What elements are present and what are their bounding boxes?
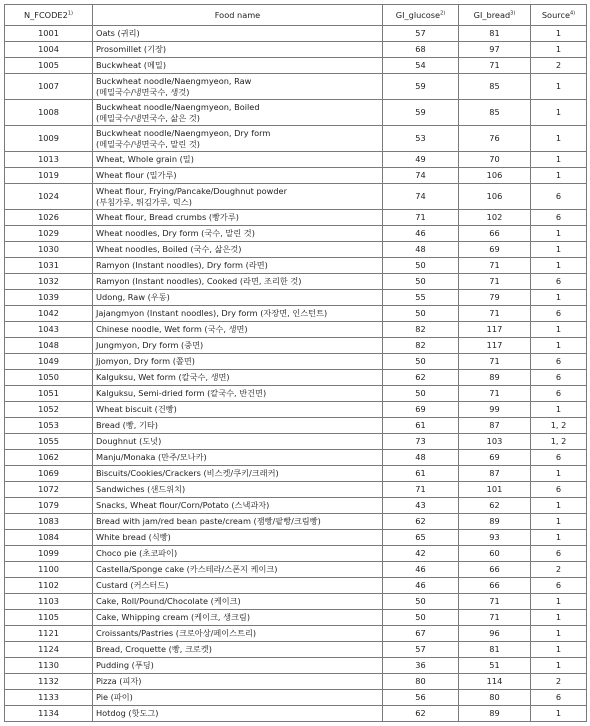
cell-source: 1	[531, 322, 587, 338]
cell-gi-bread: 71	[459, 274, 531, 290]
cell-food-name: Udong, Raw (우동)	[93, 290, 383, 306]
cell-gi-bread: 96	[459, 626, 531, 642]
table-row	[5, 58, 587, 74]
cell-gi-bread: 71	[459, 258, 531, 274]
table-row	[5, 514, 587, 530]
table-row	[5, 626, 587, 642]
cell-gi-bread: 66	[459, 578, 531, 594]
cell-source: 6	[531, 210, 587, 226]
cell-food-name: Buckwheat noodle/Naengmyeon, Boiled (메밀국수/냉면국수, 삶은 것)	[93, 100, 383, 126]
cell-gi-glucose: 50	[383, 274, 459, 290]
cell-code: 1026	[5, 210, 93, 226]
header-food-name: Food name	[93, 5, 383, 26]
cell-food-name: Wheat noodles, Boiled (국수, 삶은것)	[93, 242, 383, 258]
cell-gi-bread: 117	[459, 322, 531, 338]
cell-gi-bread: 102	[459, 210, 531, 226]
cell-source: 6	[531, 184, 587, 210]
cell-code: 1019	[5, 168, 93, 184]
cell-code: 1124	[5, 642, 93, 658]
header-row	[5, 5, 587, 26]
cell-food-name: Castella/Sponge cake (카스테라/스폰지 케이크)	[93, 562, 383, 578]
cell-gi-glucose: 56	[383, 690, 459, 706]
cell-gi-glucose: 61	[383, 466, 459, 482]
cell-food-name: Ramyon (Instant noodles), Cooked (라면, 조리한 것)	[93, 274, 383, 290]
cell-gi-glucose: 71	[383, 210, 459, 226]
cell-code: 1072	[5, 482, 93, 498]
cell-code: 1099	[5, 546, 93, 562]
table-row	[5, 274, 587, 290]
table-row	[5, 168, 587, 184]
cell-gi-bread: 85	[459, 100, 531, 126]
table-row	[5, 562, 587, 578]
cell-source: 1, 2	[531, 418, 587, 434]
cell-gi-bread: 76	[459, 126, 531, 152]
cell-code: 1024	[5, 184, 93, 210]
cell-gi-glucose: 50	[383, 386, 459, 402]
table-row	[5, 26, 587, 42]
cell-code: 1055	[5, 434, 93, 450]
cell-source: 1	[531, 514, 587, 530]
gi-table	[4, 4, 587, 722]
cell-gi-bread: 99	[459, 402, 531, 418]
cell-gi-glucose: 62	[383, 706, 459, 722]
cell-code: 1031	[5, 258, 93, 274]
cell-source: 6	[531, 578, 587, 594]
cell-gi-bread: 66	[459, 562, 531, 578]
table-row	[5, 690, 587, 706]
cell-source: 1	[531, 126, 587, 152]
cell-gi-bread: 81	[459, 642, 531, 658]
cell-food-name: Chinese noodle, Wet form (국수, 생면)	[93, 322, 383, 338]
cell-code: 1029	[5, 226, 93, 242]
cell-code: 1048	[5, 338, 93, 354]
table-row	[5, 450, 587, 466]
cell-source: 1, 2	[531, 434, 587, 450]
table-row	[5, 100, 587, 126]
table-row	[5, 674, 587, 690]
cell-source: 1	[531, 626, 587, 642]
cell-food-name: Bread, Croquette (빵, 크로켓)	[93, 642, 383, 658]
cell-source: 6	[531, 370, 587, 386]
cell-source: 6	[531, 450, 587, 466]
cell-gi-bread: 62	[459, 498, 531, 514]
cell-food-name: Ramyon (Instant noodles), Dry form (라면)	[93, 258, 383, 274]
cell-code: 1133	[5, 690, 93, 706]
cell-code: 1105	[5, 610, 93, 626]
cell-gi-glucose: 50	[383, 354, 459, 370]
table-row	[5, 402, 587, 418]
cell-code: 1005	[5, 58, 93, 74]
table-row	[5, 642, 587, 658]
cell-code: 1079	[5, 498, 93, 514]
cell-code: 1042	[5, 306, 93, 322]
cell-source: 1	[531, 100, 587, 126]
cell-code: 1050	[5, 370, 93, 386]
cell-food-name: Bread (빵, 기타)	[93, 418, 383, 434]
cell-food-name: White bread (식빵)	[93, 530, 383, 546]
cell-gi-bread: 97	[459, 42, 531, 58]
cell-gi-glucose: 53	[383, 126, 459, 152]
cell-source: 6	[531, 482, 587, 498]
header-gi-glucose: GI_glucose$^{2)}$	[383, 5, 459, 26]
cell-gi-glucose: 67	[383, 626, 459, 642]
cell-gi-bread: 71	[459, 354, 531, 370]
cell-code: 1049	[5, 354, 93, 370]
cell-code: 1007	[5, 74, 93, 100]
cell-gi-bread: 89	[459, 514, 531, 530]
cell-gi-glucose: 59	[383, 74, 459, 100]
cell-gi-glucose: 65	[383, 530, 459, 546]
cell-gi-bread: 80	[459, 690, 531, 706]
cell-gi-glucose: 57	[383, 642, 459, 658]
cell-gi-glucose: 59	[383, 100, 459, 126]
table-row	[5, 386, 587, 402]
table-row	[5, 126, 587, 152]
table-row	[5, 530, 587, 546]
cell-source: 1	[531, 42, 587, 58]
cell-food-name: Croissants/Pastries (크로아상/페이스트리)	[93, 626, 383, 642]
cell-gi-bread: 69	[459, 450, 531, 466]
table-row	[5, 658, 587, 674]
cell-gi-bread: 60	[459, 546, 531, 562]
cell-source: 1	[531, 466, 587, 482]
cell-gi-glucose: 71	[383, 482, 459, 498]
table-row	[5, 184, 587, 210]
cell-gi-bread: 71	[459, 58, 531, 74]
cell-gi-bread: 103	[459, 434, 531, 450]
table-row	[5, 306, 587, 322]
table-row	[5, 338, 587, 354]
table-row	[5, 226, 587, 242]
cell-gi-glucose: 82	[383, 322, 459, 338]
table-row	[5, 482, 587, 498]
cell-code: 1069	[5, 466, 93, 482]
cell-food-name: Prosomillet (기장)	[93, 42, 383, 58]
cell-food-name: Hotdog (핫도그)	[93, 706, 383, 722]
cell-source: 1	[531, 258, 587, 274]
cell-gi-bread: 71	[459, 386, 531, 402]
cell-gi-bread: 106	[459, 168, 531, 184]
table-row	[5, 210, 587, 226]
cell-code: 1008	[5, 100, 93, 126]
cell-food-name: Wheat flour, Bread crumbs (빵가루)	[93, 210, 383, 226]
cell-gi-glucose: 48	[383, 242, 459, 258]
table-row	[5, 258, 587, 274]
cell-food-name: Jjomyon, Dry form (쫄면)	[93, 354, 383, 370]
cell-gi-glucose: 69	[383, 402, 459, 418]
table-row	[5, 594, 587, 610]
cell-gi-bread: 71	[459, 306, 531, 322]
cell-source: 6	[531, 690, 587, 706]
cell-food-name: Doughnut (도넛)	[93, 434, 383, 450]
cell-gi-glucose: 54	[383, 58, 459, 74]
cell-gi-glucose: 46	[383, 578, 459, 594]
cell-gi-glucose: 50	[383, 258, 459, 274]
cell-gi-bread: 71	[459, 610, 531, 626]
cell-code: 1084	[5, 530, 93, 546]
table-row	[5, 74, 587, 100]
table-row	[5, 706, 587, 722]
cell-source: 1	[531, 402, 587, 418]
cell-code: 1001	[5, 26, 93, 42]
cell-gi-bread: 93	[459, 530, 531, 546]
cell-gi-bread: 79	[459, 290, 531, 306]
cell-code: 1062	[5, 450, 93, 466]
cell-food-name: Bread with jam/red bean paste/cream (잼빵/팥빵/크림빵)	[93, 514, 383, 530]
cell-source: 2	[531, 674, 587, 690]
cell-code: 1043	[5, 322, 93, 338]
cell-gi-glucose: 50	[383, 610, 459, 626]
cell-code: 1013	[5, 152, 93, 168]
cell-source: 1	[531, 338, 587, 354]
cell-source: 6	[531, 354, 587, 370]
header-code: N_FCODE2$^{1)}$	[5, 5, 93, 26]
cell-code: 1052	[5, 402, 93, 418]
cell-gi-glucose: 62	[383, 370, 459, 386]
cell-source: 1	[531, 74, 587, 100]
cell-source: 1	[531, 706, 587, 722]
table-row	[5, 354, 587, 370]
cell-source: 1	[531, 152, 587, 168]
cell-source: 1	[531, 498, 587, 514]
cell-source: 1	[531, 290, 587, 306]
cell-food-name: Kalguksu, Wet form (칼국수, 생면)	[93, 370, 383, 386]
cell-source: 1	[531, 610, 587, 626]
cell-code: 1053	[5, 418, 93, 434]
cell-gi-bread: 87	[459, 418, 531, 434]
cell-gi-glucose: 42	[383, 546, 459, 562]
cell-code: 1030	[5, 242, 93, 258]
cell-code: 1039	[5, 290, 93, 306]
table-row	[5, 610, 587, 626]
cell-gi-glucose: 57	[383, 26, 459, 42]
cell-gi-bread: 106	[459, 184, 531, 210]
cell-gi-glucose: 46	[383, 562, 459, 578]
cell-code: 1100	[5, 562, 93, 578]
table-row	[5, 498, 587, 514]
cell-source: 6	[531, 386, 587, 402]
cell-gi-glucose: 50	[383, 306, 459, 322]
cell-code: 1121	[5, 626, 93, 642]
cell-food-name: Wheat flour (밀가루)	[93, 168, 383, 184]
cell-gi-glucose: 74	[383, 168, 459, 184]
table-row	[5, 322, 587, 338]
cell-gi-glucose: 80	[383, 674, 459, 690]
table-row	[5, 546, 587, 562]
cell-food-name: Wheat noodles, Dry form (국수, 말린 것)	[93, 226, 383, 242]
cell-code: 1134	[5, 706, 93, 722]
cell-gi-glucose: 49	[383, 152, 459, 168]
table-row	[5, 434, 587, 450]
cell-gi-glucose: 73	[383, 434, 459, 450]
cell-source: 1	[531, 642, 587, 658]
cell-food-name: Choco pie (초코파이)	[93, 546, 383, 562]
cell-food-name: Buckwheat noodle/Naengmyeon, Dry form (메밀국수/냉면국수, 말린 것)	[93, 126, 383, 152]
cell-gi-glucose: 50	[383, 594, 459, 610]
cell-gi-bread: 89	[459, 370, 531, 386]
cell-code: 1032	[5, 274, 93, 290]
cell-food-name: Pie (파이)	[93, 690, 383, 706]
header-source: Source$^{4)}$	[531, 5, 587, 26]
table-row	[5, 578, 587, 594]
cell-food-name: Buckwheat (메밀)	[93, 58, 383, 74]
cell-source: 1	[531, 594, 587, 610]
cell-food-name: Wheat, Whole grain (밀)	[93, 152, 383, 168]
cell-gi-glucose: 55	[383, 290, 459, 306]
cell-code: 1103	[5, 594, 93, 610]
table-row	[5, 290, 587, 306]
table-row	[5, 242, 587, 258]
cell-source: 1	[531, 168, 587, 184]
cell-food-name: Pudding (푸딩)	[93, 658, 383, 674]
table-row	[5, 466, 587, 482]
cell-gi-glucose: 46	[383, 226, 459, 242]
cell-gi-bread: 87	[459, 466, 531, 482]
cell-gi-glucose: 43	[383, 498, 459, 514]
cell-food-name: Cake, Whipping cream (케이크, 생크림)	[93, 610, 383, 626]
cell-food-name: Sandwiches (샌드위치)	[93, 482, 383, 498]
cell-source: 2	[531, 58, 587, 74]
table-row	[5, 42, 587, 58]
cell-source: 1	[531, 26, 587, 42]
cell-food-name: Pizza (피자)	[93, 674, 383, 690]
table-body	[5, 26, 587, 722]
cell-gi-glucose: 82	[383, 338, 459, 354]
cell-gi-bread: 66	[459, 226, 531, 242]
cell-code: 1132	[5, 674, 93, 690]
cell-gi-bread: 81	[459, 26, 531, 42]
cell-food-name: Jungmyon, Dry form (중면)	[93, 338, 383, 354]
cell-code: 1083	[5, 514, 93, 530]
cell-gi-glucose: 68	[383, 42, 459, 58]
cell-code: 1102	[5, 578, 93, 594]
cell-gi-bread: 101	[459, 482, 531, 498]
cell-source: 1	[531, 242, 587, 258]
cell-gi-glucose: 74	[383, 184, 459, 210]
cell-code: 1004	[5, 42, 93, 58]
cell-code: 1009	[5, 126, 93, 152]
cell-food-name: Biscuits/Cookies/Crackers (비스켓/쿠키/크래커)	[93, 466, 383, 482]
cell-food-name: Snacks, Wheat flour/Corn/Potato (스낵과자)	[93, 498, 383, 514]
cell-gi-bread: 71	[459, 594, 531, 610]
cell-gi-bread: 114	[459, 674, 531, 690]
table-row	[5, 152, 587, 168]
cell-source: 1	[531, 226, 587, 242]
cell-source: 6	[531, 274, 587, 290]
cell-gi-glucose: 48	[383, 450, 459, 466]
cell-gi-glucose: 36	[383, 658, 459, 674]
cell-gi-bread: 89	[459, 706, 531, 722]
cell-food-name: Wheat biscuit (건빵)	[93, 402, 383, 418]
table-header	[5, 5, 587, 26]
cell-gi-bread: 70	[459, 152, 531, 168]
cell-gi-bread: 69	[459, 242, 531, 258]
cell-source: 1	[531, 530, 587, 546]
header-gi-bread: GI_bread$^{3)}$	[459, 5, 531, 26]
cell-source: 1	[531, 658, 587, 674]
cell-food-name: Jajangmyon (Instant noodles), Dry form (자장면, 인스턴트)	[93, 306, 383, 322]
cell-food-name: Custard (커스터드)	[93, 578, 383, 594]
cell-source: 6	[531, 546, 587, 562]
cell-gi-bread: 117	[459, 338, 531, 354]
cell-food-name: Oats (귀리)	[93, 26, 383, 42]
table-row	[5, 418, 587, 434]
cell-food-name: Manju/Monaka (만주/모나카)	[93, 450, 383, 466]
cell-source: 2	[531, 562, 587, 578]
cell-code: 1130	[5, 658, 93, 674]
cell-gi-bread: 85	[459, 74, 531, 100]
cell-code: 1051	[5, 386, 93, 402]
cell-food-name: Cake, Roll/Pound/Chocolate (케이크)	[93, 594, 383, 610]
table-row	[5, 370, 587, 386]
cell-food-name: Buckwheat noodle/Naengmyeon, Raw (메밀국수/냉면국수, 생것)	[93, 74, 383, 100]
cell-gi-glucose: 61	[383, 418, 459, 434]
cell-gi-bread: 51	[459, 658, 531, 674]
cell-source: 6	[531, 306, 587, 322]
cell-food-name: Wheat flour, Frying/Pancake/Doughnut powder (부침가루, 튀김가루, 믹스)	[93, 184, 383, 210]
cell-gi-glucose: 62	[383, 514, 459, 530]
cell-food-name: Kalguksu, Semi-dried form (칼국수, 반건면)	[93, 386, 383, 402]
